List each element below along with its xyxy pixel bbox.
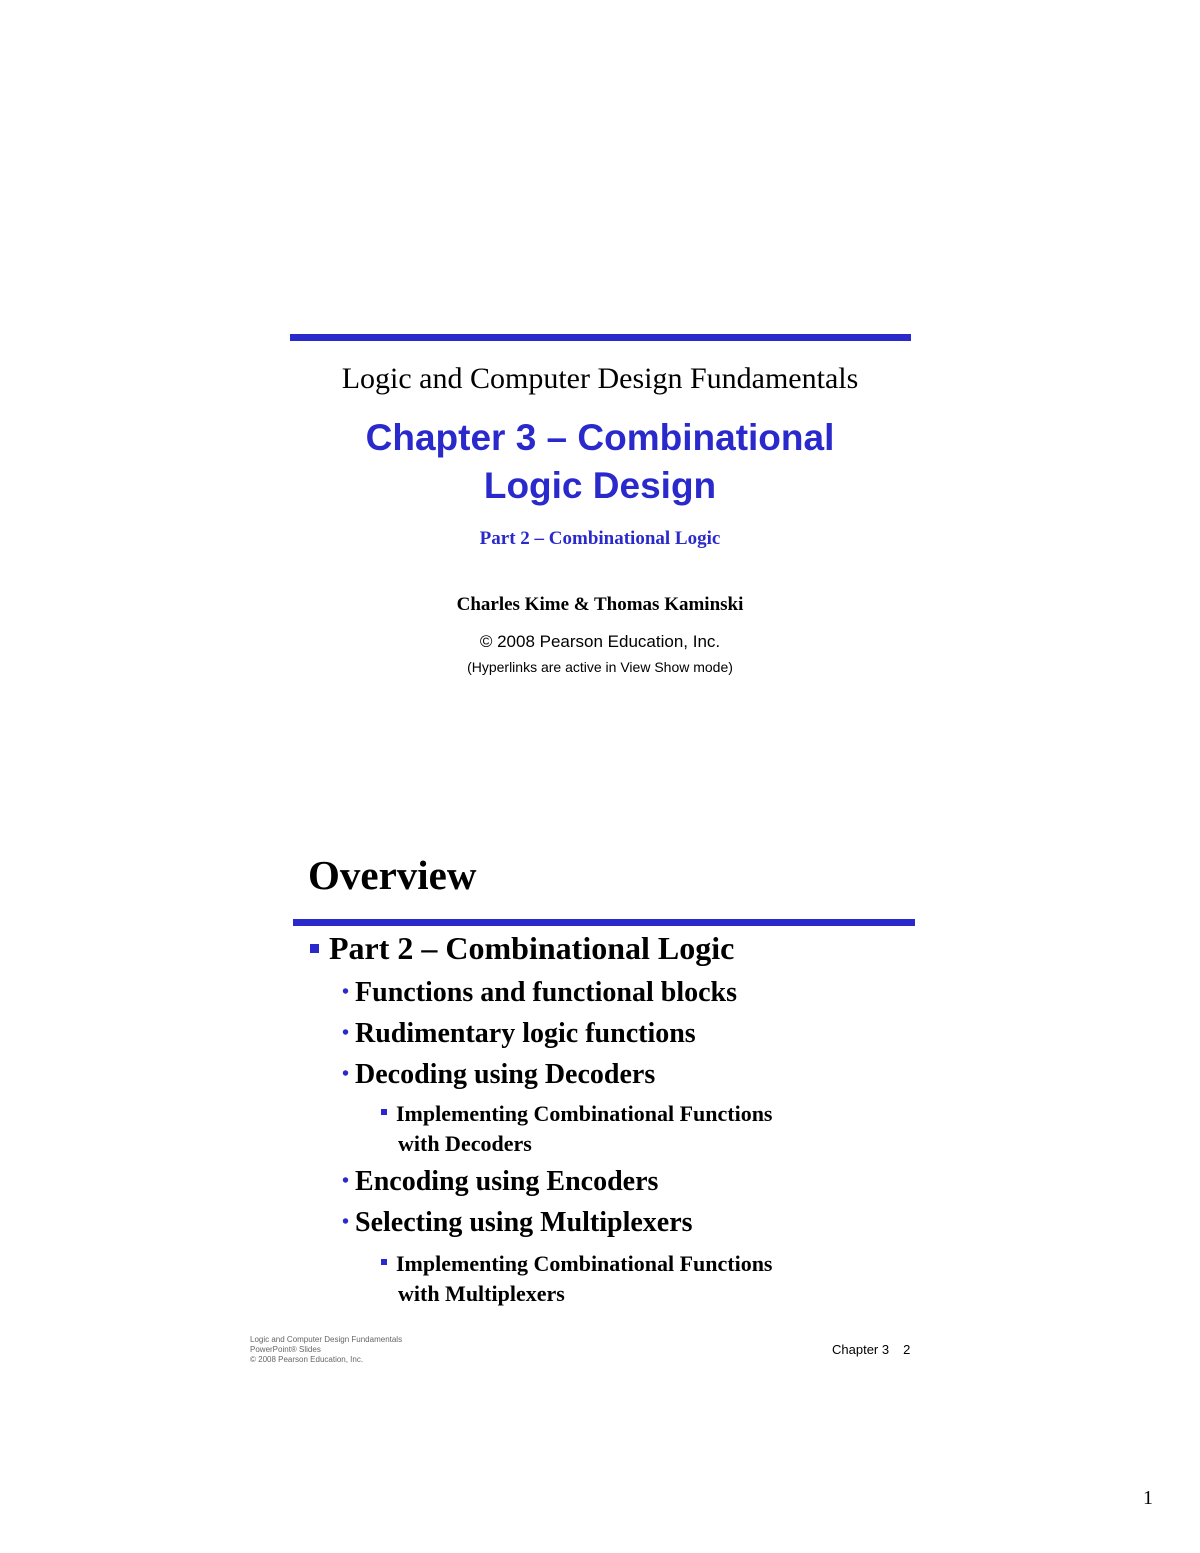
dot-bullet-icon: • (342, 981, 350, 1003)
overview-heading (310, 930, 734, 967)
authors: Charles Kime & Thomas Kaminski (456, 594, 744, 615)
list-item-text: Functions and functional blocks (355, 977, 738, 1008)
dot-bullet-icon: • (342, 1022, 350, 1044)
list-item-text: Encoding using Encoders (355, 1166, 659, 1197)
chapter-title-line2: Logic Design (483, 465, 717, 506)
footer-credit-line: © 2008 Pearson Education, Inc. (250, 1355, 364, 1364)
list-item (342, 1018, 696, 1050)
list-item (342, 1166, 658, 1198)
sub-list-item (381, 1249, 773, 1309)
hyperlink-note: (Hyperlinks are active in View Show mode) (467, 659, 733, 675)
title-slide-rule (290, 334, 911, 341)
sub-list-item (381, 1099, 773, 1159)
sub-list-item-text: with Decoders (398, 1131, 532, 1156)
sub-list-item-text: Implementing Combinational Functions (396, 1251, 773, 1276)
list-item-text: Decoding using Decoders (355, 1059, 656, 1090)
footer-slide-number: 2 (903, 1342, 911, 1357)
slide-footer-credits (250, 1335, 402, 1365)
course-title: Logic and Computer Design Fundamentals (341, 362, 859, 395)
square-bullet-icon (381, 1259, 387, 1265)
slide-footer-number (832, 1342, 910, 1357)
square-bullet-icon (310, 944, 319, 953)
chapter-title-line1: Chapter 3 – Combinational (365, 417, 835, 458)
list-item-text: Selecting using Multiplexers (355, 1207, 693, 1238)
dot-bullet-icon: • (342, 1063, 350, 1085)
list-item (342, 1059, 655, 1091)
page-number: 1 (1143, 1487, 1153, 1509)
chapter-title (290, 414, 910, 510)
overview-heading-text: Part 2 – Combinational Logic (329, 930, 735, 966)
dot-bullet-icon: • (342, 1170, 350, 1192)
part-subtitle: Part 2 – Combinational Logic (479, 528, 721, 549)
footer-credit-line: Logic and Computer Design Fundamentals (250, 1335, 403, 1344)
footer-chapter: Chapter 3 (832, 1342, 890, 1357)
list-item (342, 1207, 693, 1239)
list-item (342, 977, 737, 1009)
footer-credit-line: PowerPoint® Slides (250, 1345, 321, 1354)
overview-title: Overview (308, 852, 477, 898)
sub-list-item-text: Implementing Combinational Functions (396, 1101, 773, 1126)
list-item-text: Rudimentary logic functions (355, 1018, 696, 1049)
copyright: © 2008 Pearson Education, Inc. (479, 632, 721, 651)
square-bullet-icon (381, 1109, 387, 1115)
sub-list-item-text: with Multiplexers (398, 1281, 565, 1306)
dot-bullet-icon: • (342, 1211, 350, 1233)
overview-rule (293, 919, 915, 926)
